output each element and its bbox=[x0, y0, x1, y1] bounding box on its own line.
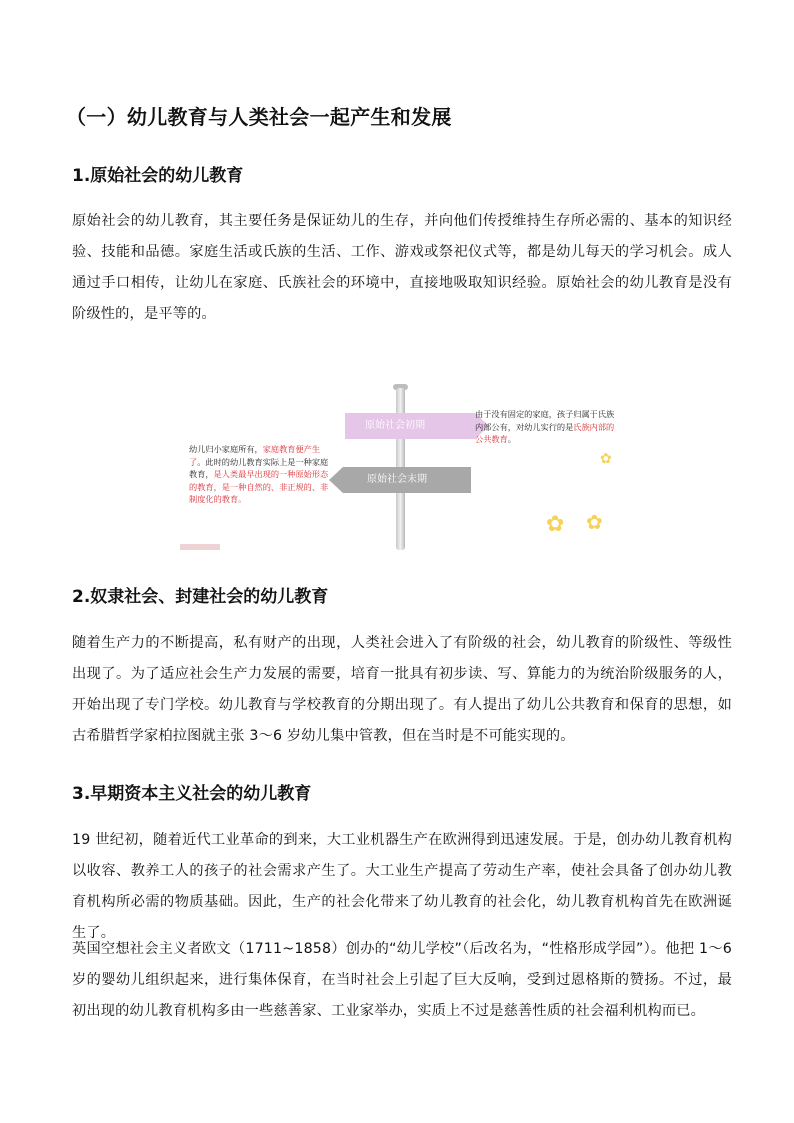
page-title: （一）幼儿教育与人类社会一起产生和发展 bbox=[66, 105, 452, 129]
flower-icon: ✿ bbox=[546, 512, 565, 537]
section-title-2: 2.奴隶社会、封建社会的幼儿教育 bbox=[72, 587, 329, 607]
paragraph-4: 英国空想社会主义者欧文（1711~1858）创办的“幼儿学校”（后改名为，“性格形成学园”）。他把 1～6 岁的婴幼儿组织起来，进行集体保育，在当时社会上引起了巨大反响，受到过恩格斯的赞扬。不过，最初出现的幼儿教育机构多由一些慈善家、工业家举办，实质上不过是慈善性质的社会福利机构而已。 bbox=[72, 941, 732, 1019]
timeline-figure bbox=[180, 384, 620, 550]
flower-icon: ✿ bbox=[586, 510, 603, 534]
note-early: 由于没有固定的家庭，孩子归属于氏族内部公有，对幼儿实行的是氏族内部的公共教育。 bbox=[475, 409, 615, 444]
sign-late-primitive: 原始社会末期 bbox=[343, 467, 471, 493]
paragraph-2: 随着生产力的不断提高，私有财产的出现，人类社会进入了有阶级的社会，幼儿教育的阶级性、等级性出现了。为了适应社会生产力发展的需要，培育一批具有初步读、写、算能力的为统治阶级服务的人，开始出现了专门学校。幼儿教育与学校教育的分期出现了。有人提出了幼儿公共教育和保育的思想，如古希腊哲学家柏拉图就主张 3～6 岁幼儿集中管教，但在当时是不可能实现的。 bbox=[72, 635, 732, 744]
section-title-1: 1.原始社会的幼儿教育 bbox=[72, 166, 244, 186]
section-title-3: 3.早期资本主义社会的幼儿教育 bbox=[72, 784, 312, 804]
paragraph-1: 原始社会的幼儿教育，其主要任务是保证幼儿的生存，并向他们传授维持生存所必需的、基本的知识经验、技能和品德。家庭生活或氏族的生活、工作、游戏或祭祀仪式等，都是幼儿每天的学习机会。成人通过手口相传，让幼儿在家庭、氏族社会的环境中，直接地吸取知识经验。原始社会的幼儿教育是没有阶级性的，是平等的。 bbox=[72, 213, 732, 322]
flower-icon: ✿ bbox=[600, 451, 612, 467]
note-late: 幼儿归小家庭所有，家庭教育便产生了。此时的幼儿教育实际上是一种家庭教育，是人类最早出现的一种原始形态的教育，是一种自然的、非正规的、非制度化的教育。 bbox=[189, 444, 329, 504]
paragraph-3: 19 世纪初，随着近代工业革命的到来，大工业机器生产在欧洲得到迅速发展。于是，创办幼儿教育机构以收容、教养工人的孩子的社会需求产生了。大工业生产提高了劳动生产率，使社会具备了创办幼儿教育机构所必需的物质基础。因此，生产的社会化带来了幼儿教育的社会化，幼儿教育机构首先在欧洲诞生了。 bbox=[72, 832, 732, 941]
decorative-bar bbox=[180, 544, 220, 550]
sign-early-primitive: 原始社会初期 bbox=[345, 413, 475, 439]
